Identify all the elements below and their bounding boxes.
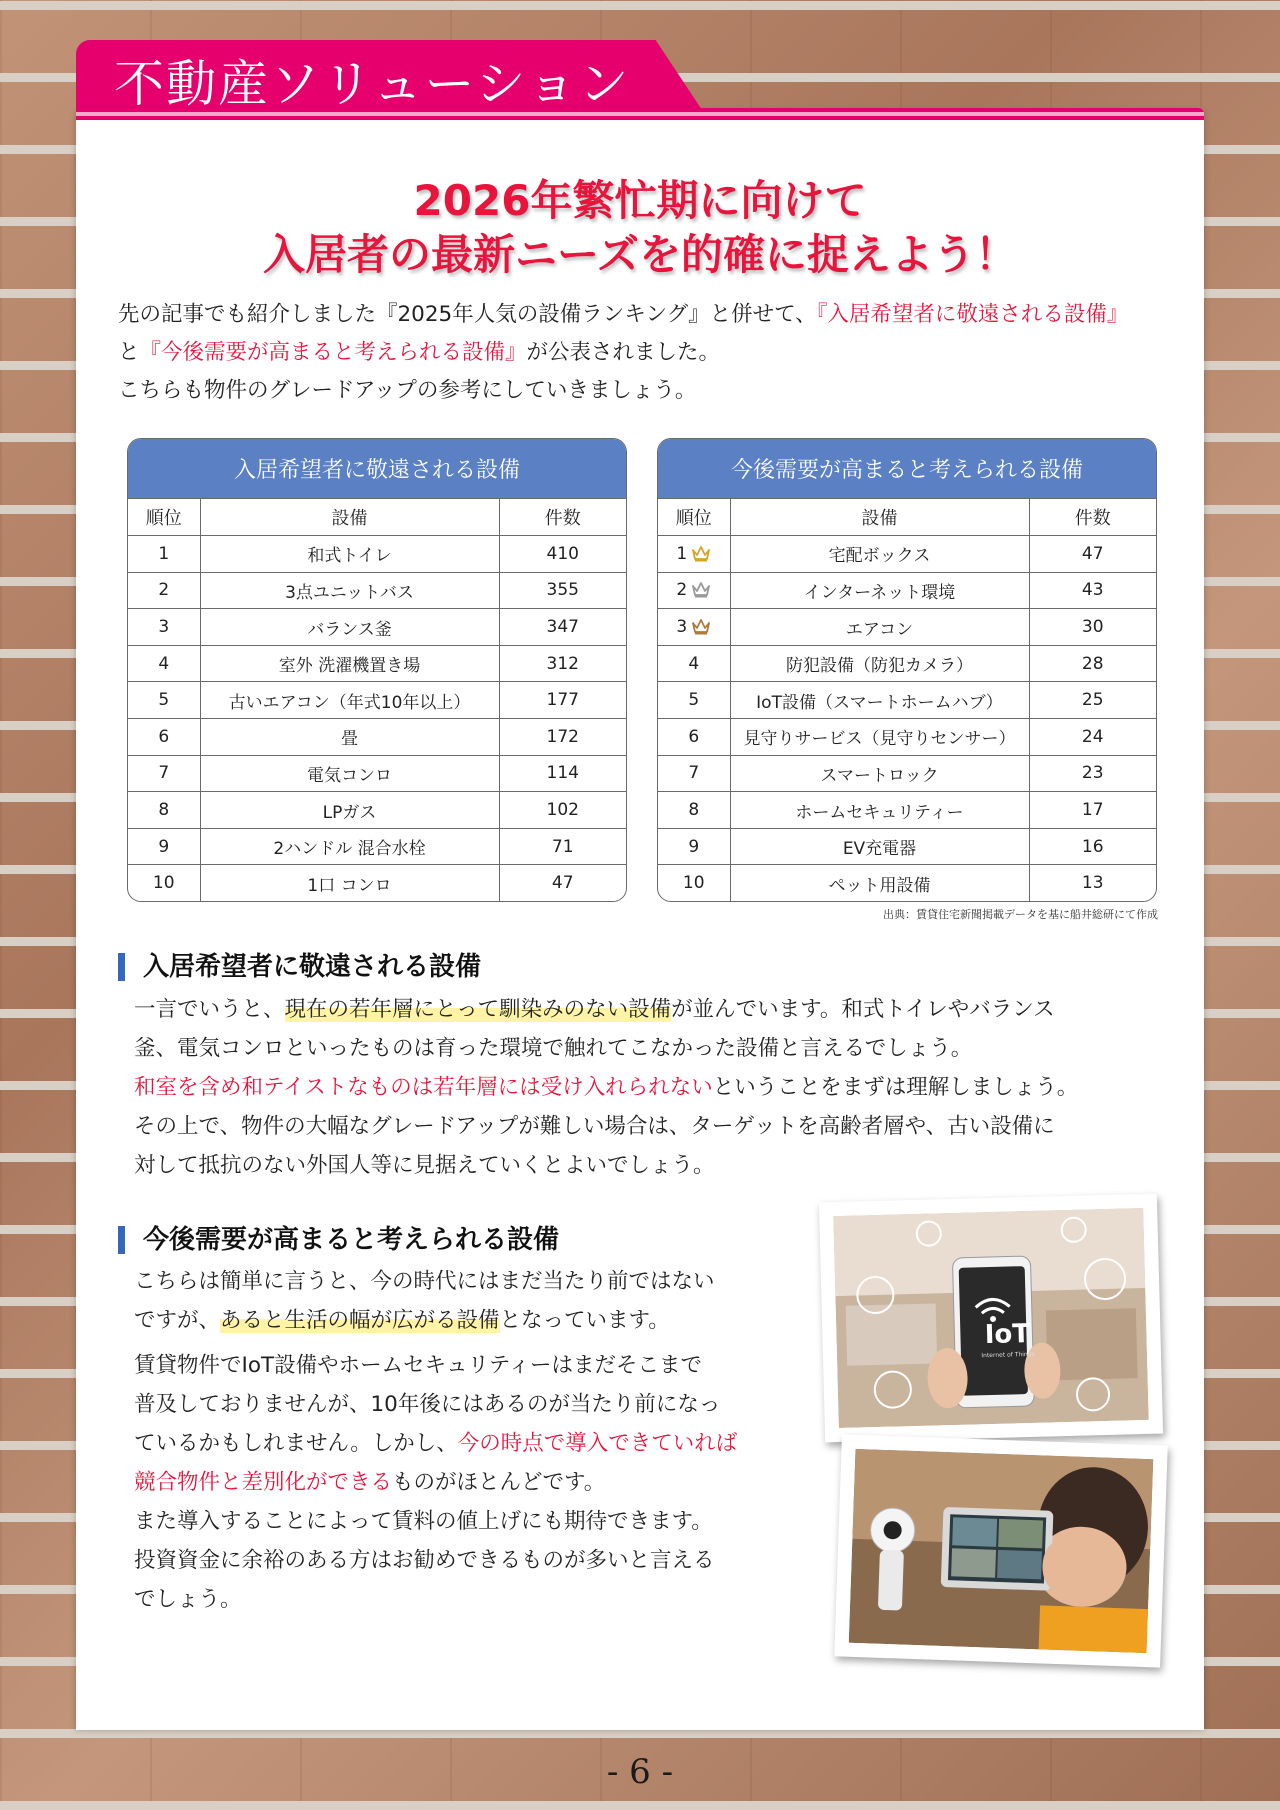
cell-equipment: ペット用設備	[730, 865, 1029, 902]
s2-text: となっています。	[499, 1308, 670, 1333]
s1-highlight: 現在の若年層にとって馴染みのない設備	[284, 997, 672, 1022]
cell-rank: 5	[128, 682, 200, 719]
cell-count: 30	[1029, 609, 1156, 646]
table-row	[658, 792, 1156, 829]
table-left-grid	[128, 499, 626, 902]
cell-count: 71	[499, 828, 626, 865]
table-row	[658, 609, 1156, 646]
table-row	[128, 792, 626, 829]
cell-equipment: 2ハンドル 混合水栓	[200, 828, 499, 865]
table-row	[658, 682, 1156, 719]
cell-rank: 5	[658, 682, 730, 719]
s1-line5: 対して抵抗のない外国人等に見据えていくとよいでしょう。	[134, 1153, 715, 1178]
s2-line1: こちらは簡単に言うと、今の時代にはまだ当たり前ではない	[134, 1269, 715, 1294]
table-row	[658, 572, 1156, 609]
table-left-title: 入居希望者に敬遠される設備	[128, 439, 626, 499]
cell-rank: 9	[658, 828, 730, 865]
table-row	[658, 865, 1156, 902]
cell-equipment: インターネット環境	[730, 572, 1029, 609]
s1-line4: その上で、物件の大幅なグレードアップが難しい場合は、ターゲットを高齢者層や、古い設備に	[134, 1114, 1055, 1139]
photo-security-camera	[834, 1434, 1168, 1667]
s2-text: ものがほとんどです。	[392, 1470, 606, 1495]
intro-text-a: 先の記事でも紹介しました『2025年人気の設備ランキング』と併せて、	[118, 302, 817, 327]
cell-equipment: EV充電器	[730, 828, 1029, 865]
table-row	[128, 609, 626, 646]
cell-rank: 8	[128, 792, 200, 829]
intro-text-c: が公表されました。	[526, 340, 721, 365]
col-count: 件数	[499, 499, 626, 536]
cell-rank: 2	[128, 572, 200, 609]
cell-equipment: 3点ユニットバス	[200, 572, 499, 609]
cell-count: 16	[1029, 828, 1156, 865]
section1-body	[134, 990, 1194, 1185]
cell-equipment: LPガス	[200, 792, 499, 829]
s2-text: ですが、	[134, 1308, 221, 1333]
s1-text: が並んでいます。和式トイレやバランス	[671, 997, 1055, 1022]
crown-icon	[691, 544, 711, 562]
cell-equipment: 畳	[200, 719, 499, 756]
cell-count: 47	[551, 873, 574, 894]
intro-text-b: と	[118, 340, 140, 365]
cell-count: 347	[499, 609, 626, 646]
cell-count: 177	[499, 682, 626, 719]
cell-rank	[658, 572, 730, 609]
table-header-row	[658, 499, 1156, 536]
table-row	[128, 865, 626, 902]
cell-count: 23	[1029, 755, 1156, 792]
page-number: - 6 -	[606, 1752, 674, 1792]
cell-rank: 8	[658, 792, 730, 829]
cell-count: 312	[499, 645, 626, 682]
cell-equipment: 見守りサービス（見守りセンサー）	[730, 719, 1029, 756]
cell-equipment: 和式トイレ	[200, 536, 499, 573]
s2-text: ているかもしれません。しかし、	[134, 1431, 458, 1456]
cell-rank: 10	[658, 865, 730, 902]
col-equipment: 設備	[730, 499, 1029, 536]
table-row	[128, 572, 626, 609]
cell-count: 43	[1029, 572, 1156, 609]
cell-rank	[658, 609, 730, 646]
table-row	[658, 536, 1156, 573]
col-count: 件数	[1029, 499, 1156, 536]
cell-count: 47	[1029, 536, 1156, 573]
cell-rank: 4	[128, 645, 200, 682]
cell-count: 24	[1029, 719, 1156, 756]
cell-rank	[658, 536, 730, 573]
cell-rank: 6	[658, 719, 730, 756]
table-right-grid	[658, 499, 1156, 902]
cell-rank: 3	[128, 609, 200, 646]
table-row	[128, 536, 626, 573]
intro-red-1: 『入居希望者に敬遠される設備』	[816, 302, 1129, 327]
table-row	[128, 755, 626, 792]
table-right-title: 今後需要が高まると考えられる設備	[658, 439, 1156, 499]
s2-red: 競合物件と差別化ができる	[134, 1470, 393, 1495]
cell-count: 25	[1029, 682, 1156, 719]
table-row	[128, 682, 626, 719]
s2-line8: 投資資金に余裕のある方はお勧めできるものが多いと言える	[134, 1548, 715, 1573]
camera-photo-image	[849, 1449, 1154, 1653]
cell-count: 172	[499, 719, 626, 756]
cell-rank: 7	[658, 755, 730, 792]
table-row	[128, 828, 626, 865]
table-header-row	[128, 499, 626, 536]
cell-equipment: ホームセキュリティー	[730, 792, 1029, 829]
s2-line4: 普及しておりませんが、10年後にはあるのが当たり前になっ	[134, 1392, 721, 1417]
source-note: 出典：賃貸住宅新聞掲載データを基に船井総研にて作成	[883, 908, 1158, 921]
cell-equipment: スマートロック	[730, 755, 1029, 792]
cell-equipment: 電気コンロ	[200, 755, 499, 792]
table-demand-equipment	[657, 438, 1157, 902]
header-title: 不動産ソリューション	[114, 55, 631, 113]
cell-count: 28	[1029, 645, 1156, 682]
iot-label: IoT	[984, 1318, 1031, 1351]
iot-sublabel: Internet of Things	[981, 1350, 1035, 1360]
cell-count: 102	[499, 792, 626, 829]
cell-rank-text: 2	[676, 580, 688, 601]
cell-equipment: 1口 コンロ	[200, 865, 499, 902]
s2-line7: また導入することによって賃料の値上げにも期待できます。	[134, 1509, 713, 1534]
main-title-line2: 入居者の最新ニーズを的確に捉えよう！	[263, 230, 1017, 279]
intro-text	[118, 296, 1178, 410]
photo-iot-smartphone	[819, 1194, 1163, 1443]
cell-rank: 7	[128, 755, 200, 792]
table-row	[128, 645, 626, 682]
s1-red: 和室を含め和テイストなものは若年層には受け入れられない	[134, 1075, 713, 1100]
cell-equipment: IoT設備（スマートホームハブ）	[730, 682, 1029, 719]
section2-heading: 今後需要が高まると考えられる設備	[118, 1226, 559, 1254]
cell-rank: 9	[128, 828, 200, 865]
cell-count: 17	[1029, 792, 1156, 829]
cell-count: 114	[499, 755, 626, 792]
intro-red-2: 『今後需要が高まると考えられる設備』	[139, 340, 527, 365]
s1-line2: 釜、電気コンロといったものは育った環境で触れてこなかった設備と言えるでしょう。	[134, 1036, 973, 1061]
col-rank: 順位	[128, 499, 200, 536]
cell-equipment: エアコン	[730, 609, 1029, 646]
table-row	[658, 828, 1156, 865]
main-title-line1: 2026年繁忙期に向けて	[413, 176, 867, 225]
s1-text: 一言でいうと、	[134, 997, 285, 1022]
iot-photo-image	[833, 1208, 1148, 1428]
table-avoided-equipment	[127, 438, 627, 902]
table-row	[658, 755, 1156, 792]
intro-text-2: こちらも物件のグレードアップの参考にしていきましょう。	[118, 378, 697, 403]
s2-highlight: あると生活の幅が広がる設備	[220, 1308, 500, 1333]
col-rank: 順位	[658, 499, 730, 536]
cell-equipment: 室外 洗濯機置き場	[200, 645, 499, 682]
cell-rank: 1	[128, 536, 200, 573]
cell-count: 410	[499, 536, 626, 573]
cell-rank: 4	[658, 645, 730, 682]
crown-icon	[691, 580, 711, 598]
cell-count: 355	[499, 572, 626, 609]
s2-line9: でしょう。	[134, 1587, 242, 1612]
cell-equipment: バランス釜	[200, 609, 499, 646]
s2-line3: 賃貸物件でIoT設備やホームセキュリティーはまだそこまで	[134, 1353, 702, 1378]
table-row	[658, 719, 1156, 756]
cell-equipment: 宅配ボックス	[730, 536, 1029, 573]
cell-rank-text: 3	[676, 617, 688, 638]
cell-equipment: 防犯設備（防犯カメラ）	[730, 645, 1029, 682]
cell-rank-text: 1	[676, 543, 688, 564]
table-row	[128, 719, 626, 756]
s1-text: ということをまずは理解しましょう。	[712, 1075, 1079, 1100]
s2-red: 今の時点で導入できていれば	[457, 1431, 738, 1456]
crown-icon	[691, 617, 711, 635]
section2-body	[134, 1262, 794, 1619]
cell-rank: 6	[128, 719, 200, 756]
col-equipment: 設備	[200, 499, 499, 536]
section1-heading: 入居希望者に敬遠される設備	[118, 953, 481, 981]
cell-rank: 10	[128, 865, 200, 902]
table-row	[658, 645, 1156, 682]
cell-equipment: 古いエアコン（年式10年以上）	[200, 682, 499, 719]
cell-count: 13	[1081, 873, 1104, 894]
